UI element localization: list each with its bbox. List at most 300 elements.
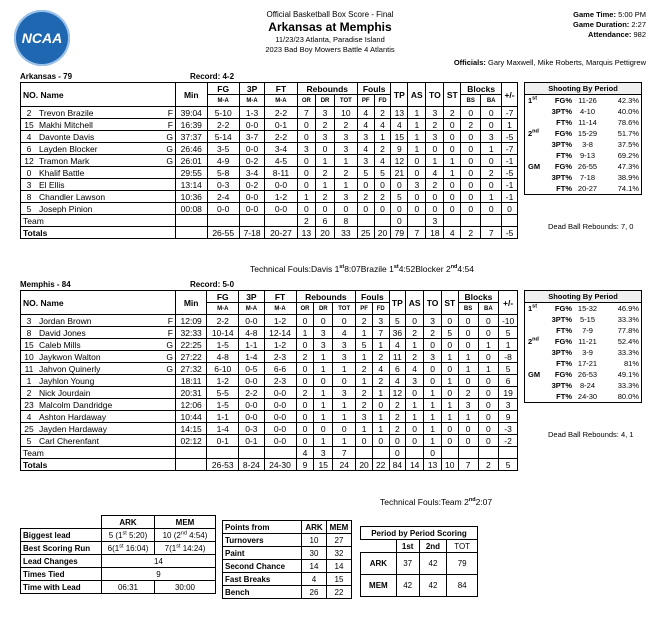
summary-row: Best Scoring Run 6(1st 16:04) 7(1st 14:24): [21, 542, 216, 555]
stat-cell: 1: [316, 155, 335, 167]
stat-cell: 3: [334, 191, 357, 203]
stat-cell: 3: [314, 327, 333, 339]
stat-cell: -3: [499, 423, 518, 435]
col-subheader: M-A: [265, 95, 297, 107]
stat-cell: 1: [408, 119, 426, 131]
player-name: [37, 315, 176, 327]
stat-cell: 0: [372, 399, 389, 411]
stat-cell: 0: [391, 203, 408, 215]
stat-cell: 1: [408, 131, 426, 143]
stat-cell: -10: [499, 315, 518, 327]
stat-cell: 1: [408, 107, 426, 119]
stat-cell: -8: [499, 351, 518, 363]
stat-cell: 20: [316, 227, 335, 239]
summary-row: Biggest lead 5 (1st 5:20) 10 (2nd 4:54): [21, 529, 216, 542]
player-name: [37, 179, 176, 191]
stat-cell: 0: [478, 375, 499, 387]
col-header: TO: [424, 291, 442, 315]
stat-cell: 2: [444, 107, 461, 119]
stat-cell: 0: [406, 423, 424, 435]
col-subheader: M-A: [207, 303, 239, 315]
stat-cell: 0-0: [239, 191, 265, 203]
stat-cell: 0: [356, 435, 373, 447]
col-subheader: OR: [296, 303, 314, 315]
stat-cell: 1: [458, 363, 478, 375]
stat-cell: 0: [296, 363, 314, 375]
stat-cell: 4: [333, 327, 356, 339]
stat-cell: 3: [406, 375, 424, 387]
player-name: [37, 155, 176, 167]
player-row: [21, 143, 518, 155]
player-position: G: [166, 143, 173, 154]
stat-cell: 0: [297, 131, 316, 143]
col-header: 3P: [239, 291, 264, 303]
stat-cell: -5: [502, 167, 518, 179]
stat-cell: [239, 215, 265, 227]
stat-cell: [478, 447, 499, 459]
player-row: [21, 191, 518, 203]
player-name: [37, 375, 176, 387]
stat-cell: 8-24: [239, 459, 264, 471]
stat-cell: 0: [478, 351, 499, 363]
player-number: 2: [21, 387, 38, 399]
stat-cell: 3: [314, 447, 333, 459]
stat-cell: 1: [356, 327, 373, 339]
stat-cell: 5-5: [207, 387, 239, 399]
player-name: [37, 387, 176, 399]
stat-cell: 1: [334, 155, 357, 167]
stat-cell: 0-0: [207, 203, 239, 215]
stat-cell: 0-0: [265, 179, 297, 191]
col-header: NO. Name: [21, 83, 176, 107]
stat-cell: 37:37: [176, 131, 208, 143]
stat-cell: 0: [296, 375, 314, 387]
player-name-text: Jahvon Quinerly: [39, 363, 101, 374]
stat-cell: 0: [444, 131, 461, 143]
stat-cell: 26:46: [176, 143, 208, 155]
stat-cell: 3-4: [239, 167, 265, 179]
stat-cell: 1: [424, 411, 442, 423]
stat-cell: [176, 447, 207, 459]
stat-cell: 8-11: [265, 167, 297, 179]
stat-cell: 0-2: [239, 155, 265, 167]
stat-cell: 5: [391, 191, 408, 203]
col-subheader: DR: [314, 303, 333, 315]
stat-cell: 0: [297, 203, 316, 215]
stat-cell: 0: [297, 119, 316, 131]
player-position: G: [166, 351, 173, 362]
stat-cell: [265, 215, 297, 227]
stat-cell: 0: [408, 167, 426, 179]
stat-cell: 27:32: [176, 363, 207, 375]
stat-cell: 2: [297, 215, 316, 227]
stat-cell: 5: [356, 339, 373, 351]
col-subheader: FD: [374, 95, 391, 107]
shooting-by-period: [524, 290, 642, 403]
stat-cell: 6-6: [264, 363, 296, 375]
stat-cell: 3: [334, 131, 357, 143]
stat-cell: 0: [372, 435, 389, 447]
stat-cell: 12:09: [176, 315, 207, 327]
col-header: FG: [207, 83, 239, 95]
stat-cell: 10:36: [176, 191, 208, 203]
stat-cell: 0: [391, 179, 408, 191]
stat-cell: 2: [406, 351, 424, 363]
stat-cell: 0: [314, 375, 333, 387]
stat-cell: 0: [481, 107, 502, 119]
stat-cell: 2: [334, 119, 357, 131]
stat-cell: 1-2: [207, 375, 239, 387]
stat-cell: 1: [314, 387, 333, 399]
col-subheader: PF: [357, 95, 374, 107]
stat-cell: 0: [333, 423, 356, 435]
player-position: F: [167, 327, 173, 338]
col-header: ST: [444, 83, 461, 107]
stat-cell: 0: [441, 339, 458, 351]
stat-cell: 1: [333, 435, 356, 447]
stat-cell: 2-3: [264, 375, 296, 387]
technical-fouls: Technical Fouls:Davis 1st8:07Brazile 1st4:52Blocker 2nd4:54: [250, 264, 474, 274]
col-header: ST: [441, 291, 458, 315]
stat-cell: 0: [441, 315, 458, 327]
player-number: 1: [21, 375, 38, 387]
stat-cell: -1: [502, 191, 518, 203]
points-from-row: Second Chance 14 14: [223, 560, 352, 573]
player-number: 8: [21, 191, 38, 203]
player-row: [21, 315, 518, 327]
stat-cell: 1: [334, 179, 357, 191]
stat-cell: 5: [374, 167, 391, 179]
player-row: [21, 327, 518, 339]
player-name: [37, 399, 176, 411]
stat-cell: 0: [389, 447, 406, 459]
stat-cell: 2: [296, 387, 314, 399]
stat-cell: 36: [389, 327, 406, 339]
col-header: Min: [176, 83, 208, 107]
stat-cell: 5: [499, 363, 518, 375]
player-name-text: Jaykwon Walton: [39, 351, 101, 362]
stat-cell: 20-27: [265, 227, 297, 239]
stat-cell: 0: [461, 203, 481, 215]
stat-cell: 3: [357, 155, 374, 167]
stat-cell: 0: [444, 179, 461, 191]
stat-cell: 4: [372, 363, 389, 375]
stat-cell: 2: [458, 387, 478, 399]
sbp-row: FT% 17-21 81%: [556, 359, 639, 368]
player-name: [37, 203, 176, 215]
stat-cell: 2-3: [264, 351, 296, 363]
player-number: 11: [21, 363, 38, 375]
col-header: TP: [389, 291, 406, 315]
stat-cell: 10-14: [207, 327, 239, 339]
stat-cell: 27:22: [176, 351, 207, 363]
stat-cell: 20: [356, 459, 373, 471]
stat-cell: 4: [389, 339, 406, 351]
stat-cell: 3-7: [239, 131, 265, 143]
team-record: Record: 5-0: [190, 280, 235, 289]
stat-cell: 2: [356, 399, 373, 411]
stat-cell: 2: [372, 375, 389, 387]
col-subheader: M-A: [264, 303, 296, 315]
player-row: [21, 375, 518, 387]
stat-cell: 0: [314, 315, 333, 327]
stat-cell: 0: [461, 179, 481, 191]
stat-cell: 2: [481, 167, 502, 179]
totals-row: [21, 227, 518, 239]
stat-cell: 0: [478, 435, 499, 447]
stat-cell: 7: [333, 447, 356, 459]
player-position: G: [166, 155, 173, 166]
stat-cell: 0: [444, 203, 461, 215]
stat-cell: 18:11: [176, 375, 207, 387]
stat-cell: 2: [426, 179, 444, 191]
stat-cell: 4-9: [207, 155, 239, 167]
stat-cell: 0: [408, 155, 426, 167]
totals-label: Totals: [21, 459, 176, 471]
stat-cell: 5-10: [207, 107, 239, 119]
stat-cell: 3-5: [207, 143, 239, 155]
player-row: [21, 179, 518, 191]
stat-cell: 5: [441, 327, 458, 339]
stat-cell: [176, 215, 208, 227]
col-header: TO: [426, 83, 444, 107]
col-subheader: TOT: [334, 95, 357, 107]
stat-cell: 3: [499, 399, 518, 411]
stat-cell: 4: [406, 363, 424, 375]
event-name: 2023 Bad Boy Mowers Battle 4 Atlantis: [265, 45, 395, 54]
dead-ball-rebounds: Dead Ball Rebounds: 4, 1: [548, 430, 634, 439]
stat-cell: -1: [502, 179, 518, 191]
stat-cell: 2: [389, 411, 406, 423]
stat-cell: 1: [502, 119, 518, 131]
stat-cell: 0: [458, 315, 478, 327]
team-row-label: Team: [21, 447, 176, 459]
stat-cell: 2: [424, 327, 442, 339]
stat-cell: 0: [458, 435, 478, 447]
stat-cell: 1: [441, 411, 458, 423]
stat-cell: 16:39: [176, 119, 208, 131]
col-subheader: BA: [478, 303, 499, 315]
col-header: TP: [391, 83, 408, 107]
stat-cell: 3: [426, 107, 444, 119]
stat-cell: 1: [314, 351, 333, 363]
stat-cell: 0: [458, 339, 478, 351]
stat-cell: 22: [372, 459, 389, 471]
stat-cell: 79: [391, 227, 408, 239]
player-number: 0: [21, 167, 38, 179]
stat-cell: 0: [478, 411, 499, 423]
stat-cell: 1: [406, 399, 424, 411]
stat-cell: 0: [478, 423, 499, 435]
stat-cell: 12-14: [264, 327, 296, 339]
player-position: F: [167, 119, 173, 130]
player-row: [21, 339, 518, 351]
stat-cell: 2: [316, 167, 335, 179]
player-name: [37, 119, 176, 131]
player-name: [37, 363, 176, 375]
stat-cell: 0: [461, 191, 481, 203]
stat-cell: 22:25: [176, 339, 207, 351]
stat-cell: 2: [461, 119, 481, 131]
stat-cell: 0: [334, 203, 357, 215]
stat-cell: 3: [316, 107, 335, 119]
stat-cell: 12:06: [176, 399, 207, 411]
stat-cell: 1: [424, 399, 442, 411]
sbp-row: 3PT% 7-18 38.9%: [551, 173, 639, 182]
player-position: G: [166, 363, 173, 374]
stat-cell: 0: [426, 143, 444, 155]
team-label: Arkansas - 79: [20, 72, 73, 81]
stat-cell: 4: [389, 375, 406, 387]
stat-cell: 26:01: [176, 155, 208, 167]
stat-cell: 0-0: [264, 423, 296, 435]
stat-cell: 0: [316, 203, 335, 215]
stat-cell: 0-0: [239, 411, 264, 423]
stat-cell: 0: [424, 447, 442, 459]
col-subheader: M-A: [239, 303, 264, 315]
stat-cell: 2-2: [207, 315, 239, 327]
stat-cell: [207, 215, 239, 227]
player-number: 3: [21, 179, 38, 191]
stat-cell: 2-2: [265, 131, 297, 143]
stat-cell: 2: [316, 119, 335, 131]
player-row: [21, 399, 518, 411]
player-name: [37, 435, 176, 447]
stat-cell: 1: [458, 411, 478, 423]
stat-cell: 3: [333, 387, 356, 399]
stat-cell: 1: [333, 411, 356, 423]
stat-cell: 0: [458, 423, 478, 435]
stat-cell: 5: [389, 315, 406, 327]
summary-row: Lead Changes 14: [21, 555, 216, 568]
team-row: [21, 215, 518, 227]
player-name: [37, 107, 176, 119]
stat-cell: -1: [502, 155, 518, 167]
stat-cell: 1: [333, 363, 356, 375]
col-header: AS: [406, 291, 424, 315]
stat-cell: 24: [333, 459, 356, 471]
stat-cell: 0: [408, 203, 426, 215]
col-subheader: FD: [372, 303, 389, 315]
stat-cell: 21: [391, 167, 408, 179]
stat-cell: 0: [406, 315, 424, 327]
stat-cell: [461, 215, 481, 227]
sbp-row: 3PT% 5-15 33.3%: [551, 315, 639, 324]
col-header: FT: [265, 83, 297, 95]
col-header: +/-: [499, 291, 518, 315]
stat-cell: 1: [372, 411, 389, 423]
stat-cell: 0: [374, 179, 391, 191]
stat-cell: 33: [334, 227, 357, 239]
stat-cell: 0-3: [207, 179, 239, 191]
stat-cell: 0-0: [239, 399, 264, 411]
sbp-row: GM FG% 26-53 49.1%: [528, 370, 639, 379]
stat-cell: 0: [297, 155, 316, 167]
stat-cell: 0: [478, 327, 499, 339]
stat-cell: 0: [444, 191, 461, 203]
player-name: [37, 327, 176, 339]
sbp-row: 3PT% 4-10 40.0%: [551, 107, 639, 116]
stat-cell: 0: [481, 119, 502, 131]
stat-cell: 0: [478, 387, 499, 399]
stat-cell: 14: [406, 459, 424, 471]
stat-cell: 2: [357, 191, 374, 203]
stat-cell: 0: [458, 327, 478, 339]
stat-cell: 6: [499, 375, 518, 387]
stat-cell: 0: [481, 203, 502, 215]
stat-cell: 1: [441, 351, 458, 363]
stat-cell: 0: [424, 363, 442, 375]
col-subheader: TOT: [333, 303, 356, 315]
player-number: 4: [21, 131, 38, 143]
stat-cell: 26-53: [207, 459, 239, 471]
totals-label: Totals: [21, 227, 176, 239]
stat-cell: 4: [296, 447, 314, 459]
stat-cell: 0: [296, 423, 314, 435]
stat-cell: 0: [357, 179, 374, 191]
date-location: 11/23/23 Atlanta, Paradise Island: [275, 35, 385, 44]
matchup-title: Arkansas at Memphis: [268, 20, 392, 34]
stat-cell: 24-30: [264, 459, 296, 471]
stat-cell: 2: [478, 459, 499, 471]
player-name-text: Joseph Pinion: [39, 203, 93, 214]
sbp-row: FT% 20-27 74.1%: [556, 184, 639, 193]
stat-cell: 0: [316, 143, 335, 155]
stat-cell: 12: [391, 155, 408, 167]
stat-cell: 7: [481, 227, 502, 239]
stat-cell: 15: [391, 131, 408, 143]
stat-cell: 0: [458, 375, 478, 387]
stat-cell: 5: [499, 327, 518, 339]
points-from-row: Bench 26 22: [223, 586, 352, 599]
points-from-row: Fast Breaks 4 15: [223, 573, 352, 586]
game-info: Game Time: 5:00 PM Game Duration: 2:27 Attendance: 982: [573, 10, 646, 39]
sbp-row: FT% 9-13 69.2%: [556, 151, 639, 160]
stat-cell: [502, 215, 518, 227]
stat-cell: 1: [372, 339, 389, 351]
stat-cell: [441, 447, 458, 459]
stat-cell: 1: [424, 435, 442, 447]
player-number: 5: [21, 203, 38, 215]
player-name-text: Carl Cherenfant: [39, 435, 100, 446]
col-header: Fouls: [357, 83, 391, 95]
points-from-row: Paint 30 32: [223, 547, 352, 560]
col-subheader: OR: [297, 95, 316, 107]
player-row: [21, 411, 518, 423]
player-row: [21, 387, 518, 399]
stat-cell: 2-2: [207, 119, 239, 131]
stat-cell: 1: [356, 351, 373, 363]
stat-cell: 7-18: [239, 227, 265, 239]
player-name-text: Ashton Hardaway: [39, 411, 107, 422]
stat-cell: 1: [441, 375, 458, 387]
stat-cell: 1: [458, 351, 478, 363]
stat-cell: 29:55: [176, 167, 208, 179]
stat-cell: 0: [426, 203, 444, 215]
dead-ball-rebounds: Dead Ball Rebounds: 7, 0: [548, 222, 634, 231]
stat-cell: 0: [296, 399, 314, 411]
stat-cell: 0-1: [207, 435, 239, 447]
stat-cell: 1-3: [239, 107, 265, 119]
summary-row: Times Tied 9: [21, 568, 216, 581]
col-header: NO. Name: [21, 291, 176, 315]
stat-cell: 0: [461, 107, 481, 119]
stat-cell: 0: [297, 167, 316, 179]
sbp-row: FT% 7-9 77.8%: [556, 326, 639, 335]
stat-cell: 0: [444, 143, 461, 155]
stat-cell: 0: [481, 155, 502, 167]
player-name: [37, 351, 176, 363]
